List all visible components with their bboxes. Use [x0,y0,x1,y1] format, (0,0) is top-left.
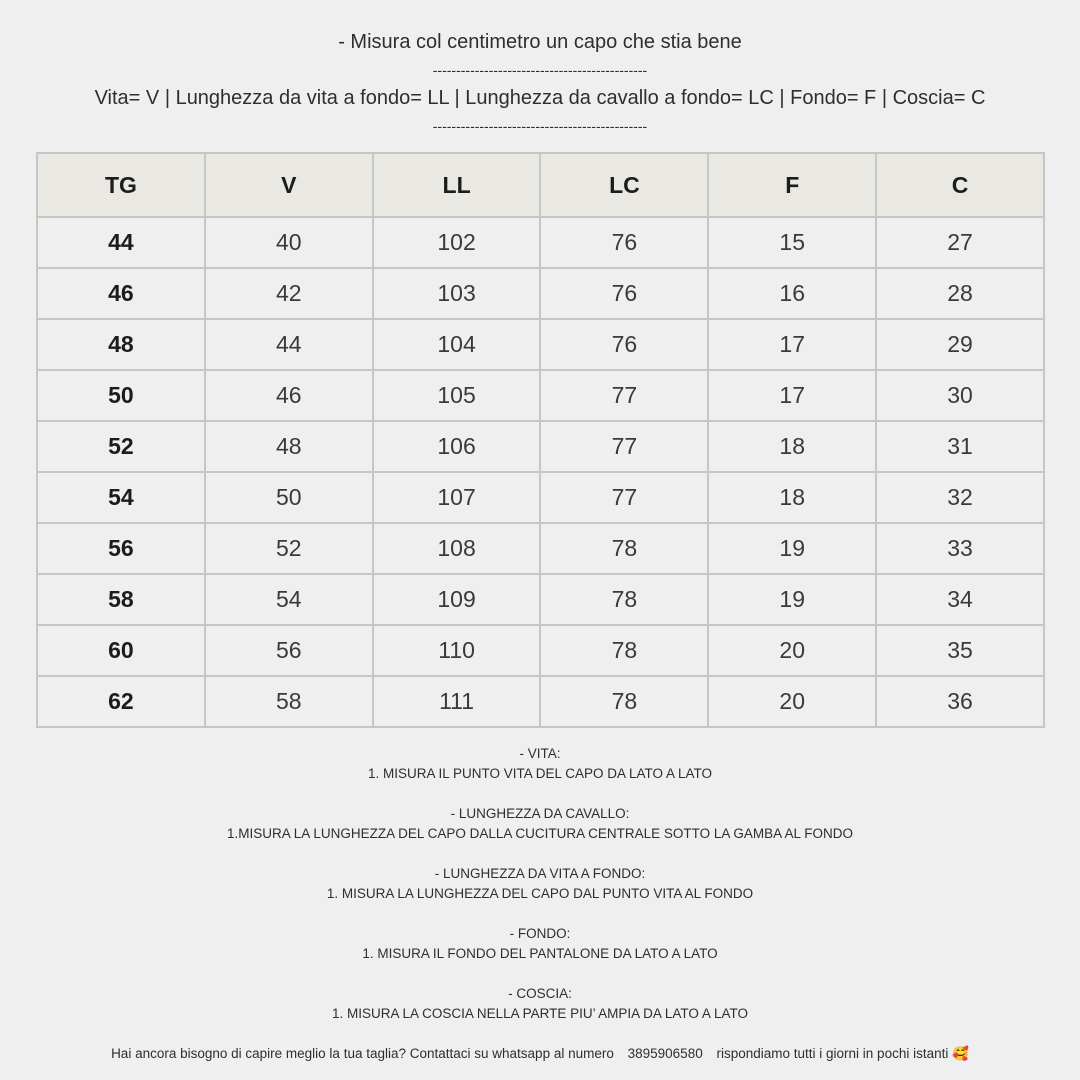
table-row [37,523,1044,574]
measure-cell: 103 [373,268,541,319]
note-block [0,984,1080,1024]
size-cell: 56 [37,523,205,574]
note-text: 1. MISURA LA COSCIA NELLA PARTE PIU’ AMPIA DA LATO A LATO [332,1006,748,1021]
column-header: V [205,153,373,217]
measure-cell: 36 [876,676,1044,727]
measure-cell: 30 [876,370,1044,421]
note-title: - COSCIA: [508,986,572,1001]
table-row [37,472,1044,523]
table-row [37,217,1044,268]
measure-cell: 111 [373,676,541,727]
measure-cell: 77 [540,370,708,421]
separator-top: ---------------------------------------------- [432,62,648,78]
table-row [37,625,1044,676]
measure-cell: 40 [205,217,373,268]
measure-cell: 27 [876,217,1044,268]
measure-cell: 52 [205,523,373,574]
measure-cell: 20 [708,625,876,676]
measure-cell: 104 [373,319,541,370]
measure-cell: 28 [876,268,1044,319]
note-block [0,864,1080,904]
size-cell: 58 [37,574,205,625]
whatsapp-number[interactable]: 3895906580 [627,1046,703,1061]
legend-line: Vita= V | Lunghezza da vita a fondo= LL | Lunghezza da cavallo a fondo= LC | Fondo= F | Coscia= C [94,87,986,109]
size-cell: 48 [37,319,205,370]
measure-cell: 58 [205,676,373,727]
note-block [0,924,1080,964]
table-row [37,319,1044,370]
header [0,28,1080,140]
measure-cell: 17 [708,370,876,421]
measure-cell: 78 [540,523,708,574]
measure-cell: 35 [876,625,1044,676]
table-row [37,421,1044,472]
measure-cell: 77 [540,472,708,523]
measure-cell: 56 [205,625,373,676]
measure-cell: 109 [373,574,541,625]
separator-bottom: ---------------------------------------------- [432,118,648,134]
measure-cell: 110 [373,625,541,676]
measure-cell: 76 [540,319,708,370]
measurement-notes [0,744,1080,1044]
measure-cell: 16 [708,268,876,319]
size-cell: 60 [37,625,205,676]
size-cell: 62 [37,676,205,727]
measure-cell: 18 [708,421,876,472]
measure-cell: 33 [876,523,1044,574]
size-cell: 50 [37,370,205,421]
smiling-face-icon: 🥰 [952,1046,969,1061]
note-text: 1.MISURA LA LUNGHEZZA DEL CAPO DALLA CUCITURA CENTRALE SOTTO LA GAMBA AL FONDO [227,826,853,841]
measure-cell: 17 [708,319,876,370]
column-header: F [708,153,876,217]
table-row [37,268,1044,319]
table-row [37,370,1044,421]
size-cell: 44 [37,217,205,268]
size-table [36,152,1045,728]
table-row [37,676,1044,727]
note-text: 1. MISURA IL PUNTO VITA DEL CAPO DA LATO A LATO [367,766,713,781]
column-header: LL [373,153,541,217]
size-cell: 54 [37,472,205,523]
table-body [37,217,1044,727]
footer-text: Hai ancora bisogno di capire meglio la tua taglia? Contattaci su whatsapp al numero [111,1046,614,1061]
note-text: 1. MISURA IL FONDO DEL PANTALONE DA LATO A LATO [362,946,718,961]
note-block [0,744,1080,784]
note-title: - FONDO: [509,926,571,941]
measure-cell: 78 [540,676,708,727]
note-title: - LUNGHEZZA DA VITA A FONDO: [434,866,646,881]
measure-cell: 19 [708,574,876,625]
column-header: TG [37,153,205,217]
note-block [0,804,1080,844]
measure-cell: 76 [540,217,708,268]
column-header: LC [540,153,708,217]
measure-cell: 29 [876,319,1044,370]
measure-cell: 78 [540,574,708,625]
measure-cell: 105 [373,370,541,421]
measure-cell: 48 [205,421,373,472]
measure-cell: 102 [373,217,541,268]
measure-cell: 15 [708,217,876,268]
measure-cell: 42 [205,268,373,319]
footer-text-2: rispondiamo tutti i giorni in pochi istanti [716,1046,949,1061]
note-title: - LUNGHEZZA DA CAVALLO: [450,806,630,821]
measure-cell: 46 [205,370,373,421]
table-header-row [37,153,1044,217]
instruction-line: - Misura col centimetro un capo che stia bene [338,31,742,53]
measure-cell: 19 [708,523,876,574]
size-cell: 52 [37,421,205,472]
measure-cell: 77 [540,421,708,472]
measure-cell: 32 [876,472,1044,523]
measure-cell: 54 [205,574,373,625]
measure-cell: 78 [540,625,708,676]
measure-cell: 34 [876,574,1044,625]
measure-cell: 108 [373,523,541,574]
measure-cell: 20 [708,676,876,727]
column-header: C [876,153,1044,217]
measure-cell: 31 [876,421,1044,472]
note-text: 1. MISURA LA LUNGHEZZA DEL CAPO DAL PUNTO VITA AL FONDO [326,886,754,901]
note-title: - VITA: [519,746,561,761]
measure-cell: 18 [708,472,876,523]
footer [0,1044,1080,1064]
table-row [37,574,1044,625]
size-cell: 46 [37,268,205,319]
measure-cell: 106 [373,421,541,472]
measure-cell: 50 [205,472,373,523]
measure-cell: 107 [373,472,541,523]
measure-cell: 76 [540,268,708,319]
measure-cell: 44 [205,319,373,370]
